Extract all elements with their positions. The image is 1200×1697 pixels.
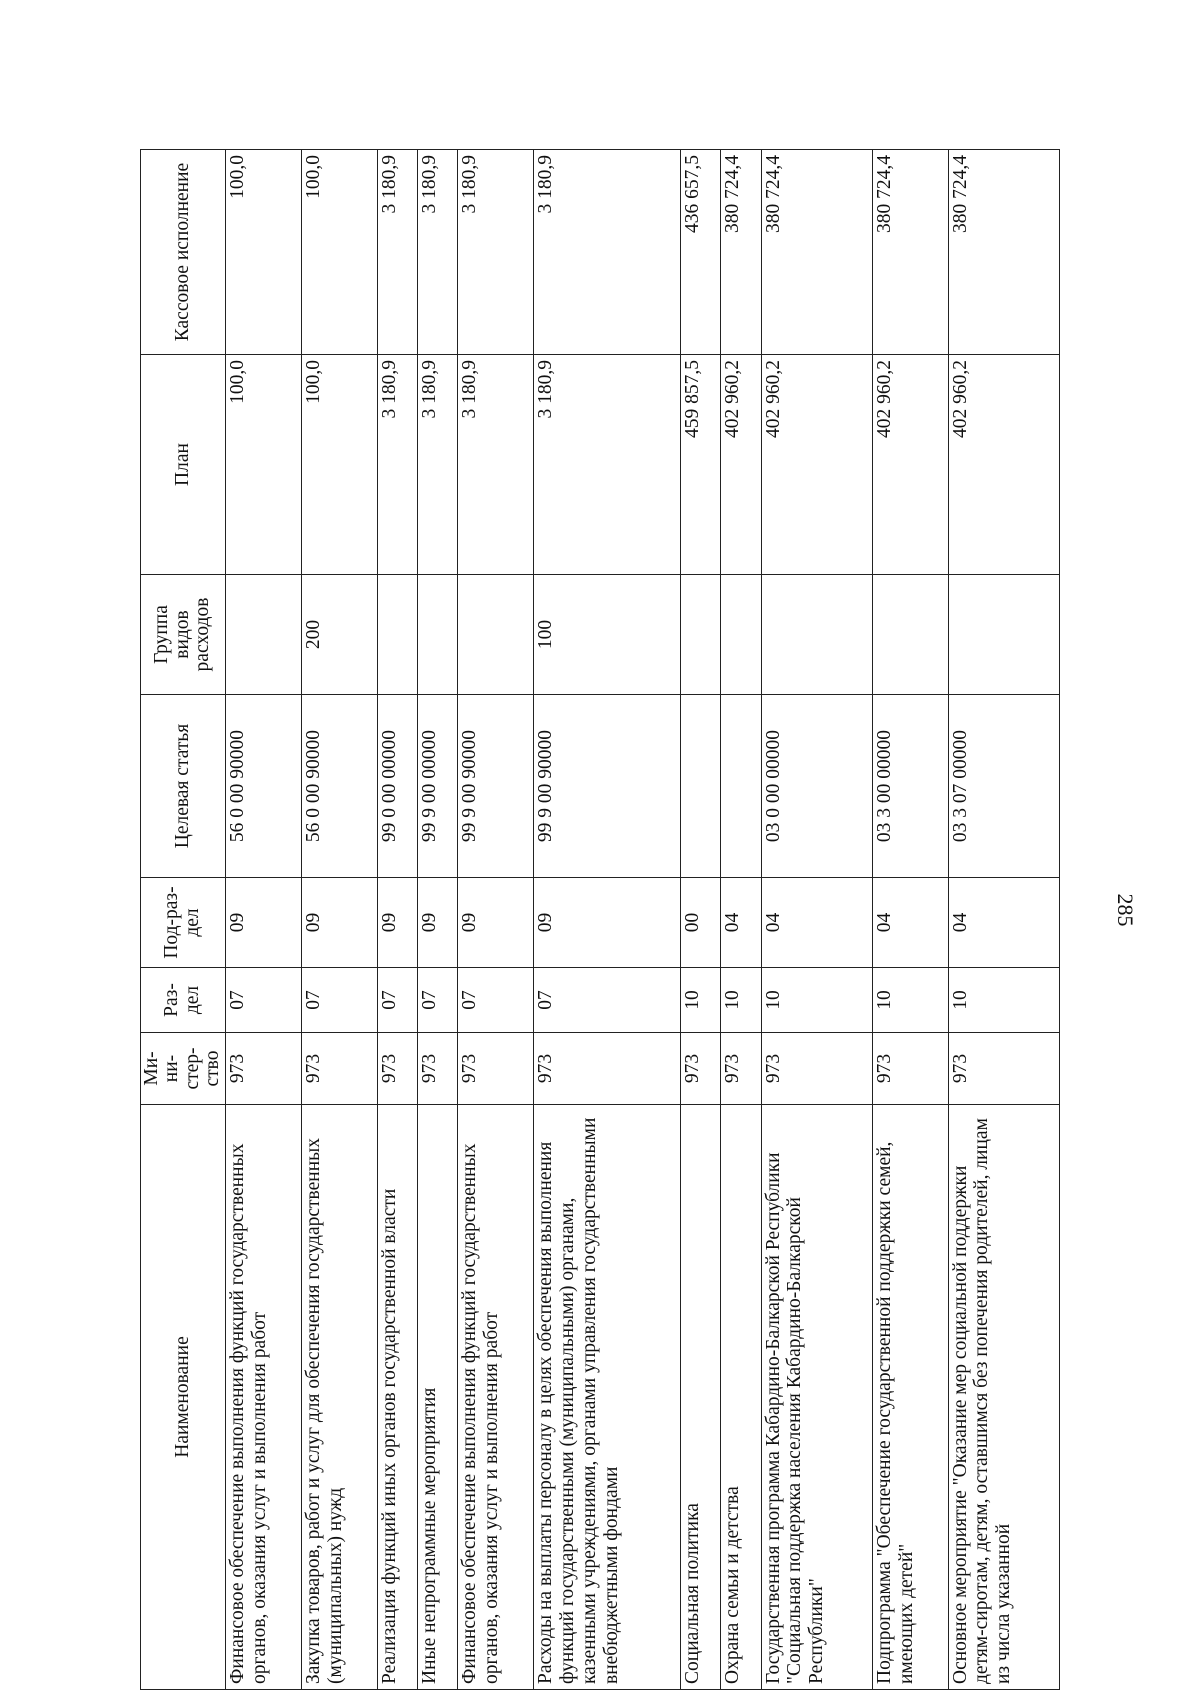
cell-cash: 100,0 [301, 150, 377, 355]
table-row [417, 150, 457, 1690]
table-row [301, 150, 377, 1690]
table-row [458, 150, 534, 1690]
cell-target: 99 0 00 00000 [377, 695, 417, 878]
cell-section: 10 [872, 968, 948, 1033]
table-row [761, 150, 872, 1690]
table-header-row [141, 150, 226, 1690]
cell-plan: 3 180,9 [417, 355, 457, 575]
header-cash: Кассовое исполнение [141, 150, 226, 355]
cell-group [948, 575, 1059, 695]
cell-subsection: 04 [721, 878, 761, 968]
cell-target: 99 9 00 90000 [534, 695, 681, 878]
cell-name: Иные непрограммные мероприятия [417, 1105, 457, 1690]
cell-target: 99 9 00 90000 [458, 695, 534, 878]
cell-ministry: 973 [680, 1033, 720, 1105]
table-row [721, 150, 761, 1690]
cell-section: 10 [948, 968, 1059, 1033]
table-row [377, 150, 417, 1690]
cell-group: 200 [301, 575, 377, 695]
cell-ministry: 973 [301, 1033, 377, 1105]
cell-group [417, 575, 457, 695]
cell-group [680, 575, 720, 695]
header-name: Наименование [141, 1105, 226, 1690]
cell-target: 56 0 00 90000 [301, 695, 377, 878]
cell-subsection: 00 [680, 878, 720, 968]
cell-target: 56 0 00 90000 [225, 695, 301, 878]
cell-ministry: 973 [534, 1033, 681, 1105]
cell-name: Закупка товаров, работ и услуг для обеспечения государственных (муниципальных) нужд [301, 1105, 377, 1690]
cell-subsection: 09 [534, 878, 681, 968]
cell-section: 07 [225, 968, 301, 1033]
cell-section: 07 [377, 968, 417, 1033]
cell-section: 07 [458, 968, 534, 1033]
header-target: Целевая статья [141, 695, 226, 878]
cell-section: 07 [417, 968, 457, 1033]
cell-subsection: 09 [301, 878, 377, 968]
cell-subsection: 04 [948, 878, 1059, 968]
cell-target [721, 695, 761, 878]
cell-target: 99 9 00 00000 [417, 695, 457, 878]
cell-group: 100 [534, 575, 681, 695]
table-row [534, 150, 681, 1690]
cell-group [458, 575, 534, 695]
cell-cash: 100,0 [225, 150, 301, 355]
cell-group [761, 575, 872, 695]
cell-group [225, 575, 301, 695]
cell-cash: 3 180,9 [458, 150, 534, 355]
cell-plan: 402 960,2 [948, 355, 1059, 575]
cell-name: Государственная программа Кабардино-Балкарской Республики "Социальная поддержка населения Кабардино-Балкарской Республики" [761, 1105, 872, 1690]
cell-section: 07 [534, 968, 681, 1033]
cell-ministry: 973 [761, 1033, 872, 1105]
cell-cash: 3 180,9 [377, 150, 417, 355]
cell-cash: 380 724,4 [948, 150, 1059, 355]
cell-section: 07 [301, 968, 377, 1033]
cell-plan: 100,0 [301, 355, 377, 575]
table-row [948, 150, 1059, 1690]
cell-ministry: 973 [417, 1033, 457, 1105]
header-group: Группа видов расходов [141, 575, 226, 695]
cell-group [721, 575, 761, 695]
header-section: Раз-дел [141, 968, 226, 1033]
cell-subsection: 09 [458, 878, 534, 968]
cell-plan: 100,0 [225, 355, 301, 575]
cell-name: Расходы на выплаты персоналу в целях обеспечения выполнения функций государственными (муниципальными) органами, казенными учреждениями, органами управления государственными внебюджетными фондами [534, 1105, 681, 1690]
cell-plan: 402 960,2 [761, 355, 872, 575]
cell-cash: 3 180,9 [417, 150, 457, 355]
cell-subsection: 04 [761, 878, 872, 968]
header-ministry: Ми-ни-стер-ство [141, 1033, 226, 1105]
header-plan: План [141, 355, 226, 575]
cell-subsection: 04 [872, 878, 948, 968]
cell-name: Социальная политика [680, 1105, 720, 1690]
table-body [225, 150, 1059, 1690]
cell-target: 03 3 00 00000 [872, 695, 948, 878]
cell-subsection: 09 [225, 878, 301, 968]
cell-subsection: 09 [417, 878, 457, 968]
cell-name: Реализация функций иных органов государственной власти [377, 1105, 417, 1690]
cell-target: 03 0 00 00000 [761, 695, 872, 878]
cell-plan: 3 180,9 [534, 355, 681, 575]
cell-cash: 436 657,5 [680, 150, 720, 355]
cell-target: 03 3 07 00000 [948, 695, 1059, 878]
cell-plan: 459 857,5 [680, 355, 720, 575]
cell-ministry: 973 [721, 1033, 761, 1105]
cell-section: 10 [680, 968, 720, 1033]
cell-ministry: 973 [948, 1033, 1059, 1105]
header-subsection: Под-раз-дел [141, 878, 226, 968]
cell-target [680, 695, 720, 878]
cell-ministry: 973 [225, 1033, 301, 1105]
table-row [872, 150, 948, 1690]
cell-name: Основное мероприятие "Оказание мер социальной поддержки детям-сиротам, детям, оставшимся без попечения родителей, лицам из числа указанной [948, 1105, 1059, 1690]
page-number: 285 [1113, 893, 1138, 927]
cell-ministry: 973 [872, 1033, 948, 1105]
cell-ministry: 973 [377, 1033, 417, 1105]
table-row [680, 150, 720, 1690]
cell-name: Финансовое обеспечение выполнения функций государственных органов, оказания услуг и выполнения работ [225, 1105, 301, 1690]
cell-section: 10 [761, 968, 872, 1033]
cell-name: Финансовое обеспечение выполнения функций государственных органов, оказания услуг и выполнения работ [458, 1105, 534, 1690]
table-row [225, 150, 301, 1690]
cell-plan: 402 960,2 [872, 355, 948, 575]
cell-cash: 380 724,4 [721, 150, 761, 355]
cell-cash: 380 724,4 [761, 150, 872, 355]
cell-cash: 380 724,4 [872, 150, 948, 355]
cell-plan: 3 180,9 [377, 355, 417, 575]
cell-group [872, 575, 948, 695]
cell-cash: 3 180,9 [534, 150, 681, 355]
cell-ministry: 973 [458, 1033, 534, 1105]
cell-subsection: 09 [377, 878, 417, 968]
cell-plan: 402 960,2 [721, 355, 761, 575]
rotated-page-content [140, 150, 1060, 1690]
cell-group [377, 575, 417, 695]
cell-section: 10 [721, 968, 761, 1033]
cell-name: Подпрограмма "Обеспечение государственной поддержки семей, имеющих детей" [872, 1105, 948, 1690]
cell-name: Охрана семьи и детства [721, 1105, 761, 1690]
budget-table [140, 149, 1060, 1690]
cell-plan: 3 180,9 [458, 355, 534, 575]
